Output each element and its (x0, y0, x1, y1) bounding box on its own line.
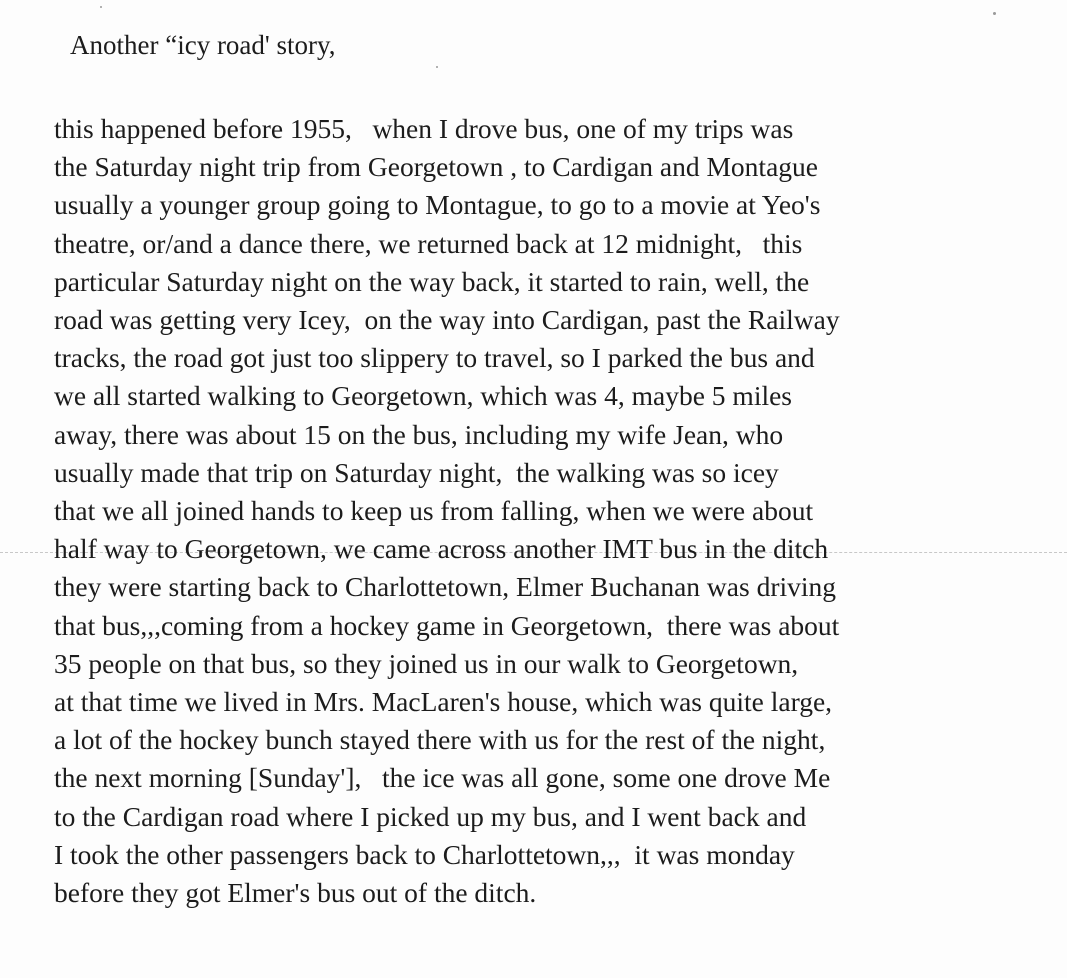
story-line: usually a younger group going to Montague, to go to a movie at Yeo's (54, 189, 821, 221)
scan-speck (100, 6, 102, 8)
scan-speck (436, 66, 438, 68)
story-line: the Saturday night trip from Georgetown , to Cardigan and Montague (54, 151, 818, 183)
story-line: road was getting very Icey, on the way into Cardigan, past the Railway (54, 304, 840, 336)
story-line: particular Saturday night on the way back, it started to rain, well, the (54, 265, 810, 297)
story-body (54, 110, 840, 912)
scan-speck (993, 12, 996, 15)
story-line: the next morning [Sunday'], the ice was all gone, some one drove Me (54, 762, 831, 794)
story-line: this happened before 1955, when I drove bus, one of my trips was (54, 113, 794, 144)
story-line: 35 people on that bus, so they joined us in our walk to Georgetown, (54, 647, 799, 679)
story-line: tracks, the road got just too slippery to travel, so I parked the bus and (54, 342, 815, 374)
story-line: they were starting back to Charlottetown, Elmer Buchanan was driving (54, 571, 837, 603)
story-line: before they got Elmer's bus out of the ditch. (54, 877, 537, 909)
story-line: that bus,,,coming from a hockey game in Georgetown, there was about (54, 609, 840, 641)
story-line: theatre, or/and a dance there, we returned back at 12 midnight, this (54, 227, 803, 259)
story-line: to the Cardigan road where I picked up my bus, and I went back and (54, 800, 807, 832)
story-line: I took the other passengers back to Charlottetown,,, it was monday (54, 838, 795, 870)
story-line: usually made that trip on Saturday night, the walking was so icey (54, 456, 779, 488)
story-line: a lot of the hockey bunch stayed there with us for the rest of the night, (54, 724, 826, 756)
story-line: that we all joined hands to keep us from falling, when we were about (54, 495, 814, 527)
story-title: Another “icy road' story, (70, 30, 336, 60)
story-line: we all started walking to Georgetown, which was 4, maybe 5 miles (54, 380, 793, 412)
story-line: half way to Georgetown, we came across another IMT bus in the ditch (54, 533, 829, 565)
story-line: at that time we lived in Mrs. MacLaren's house, which was quite large, (54, 686, 833, 718)
story-line: away, there was about 15 on the bus, including my wife Jean, who (54, 418, 784, 450)
